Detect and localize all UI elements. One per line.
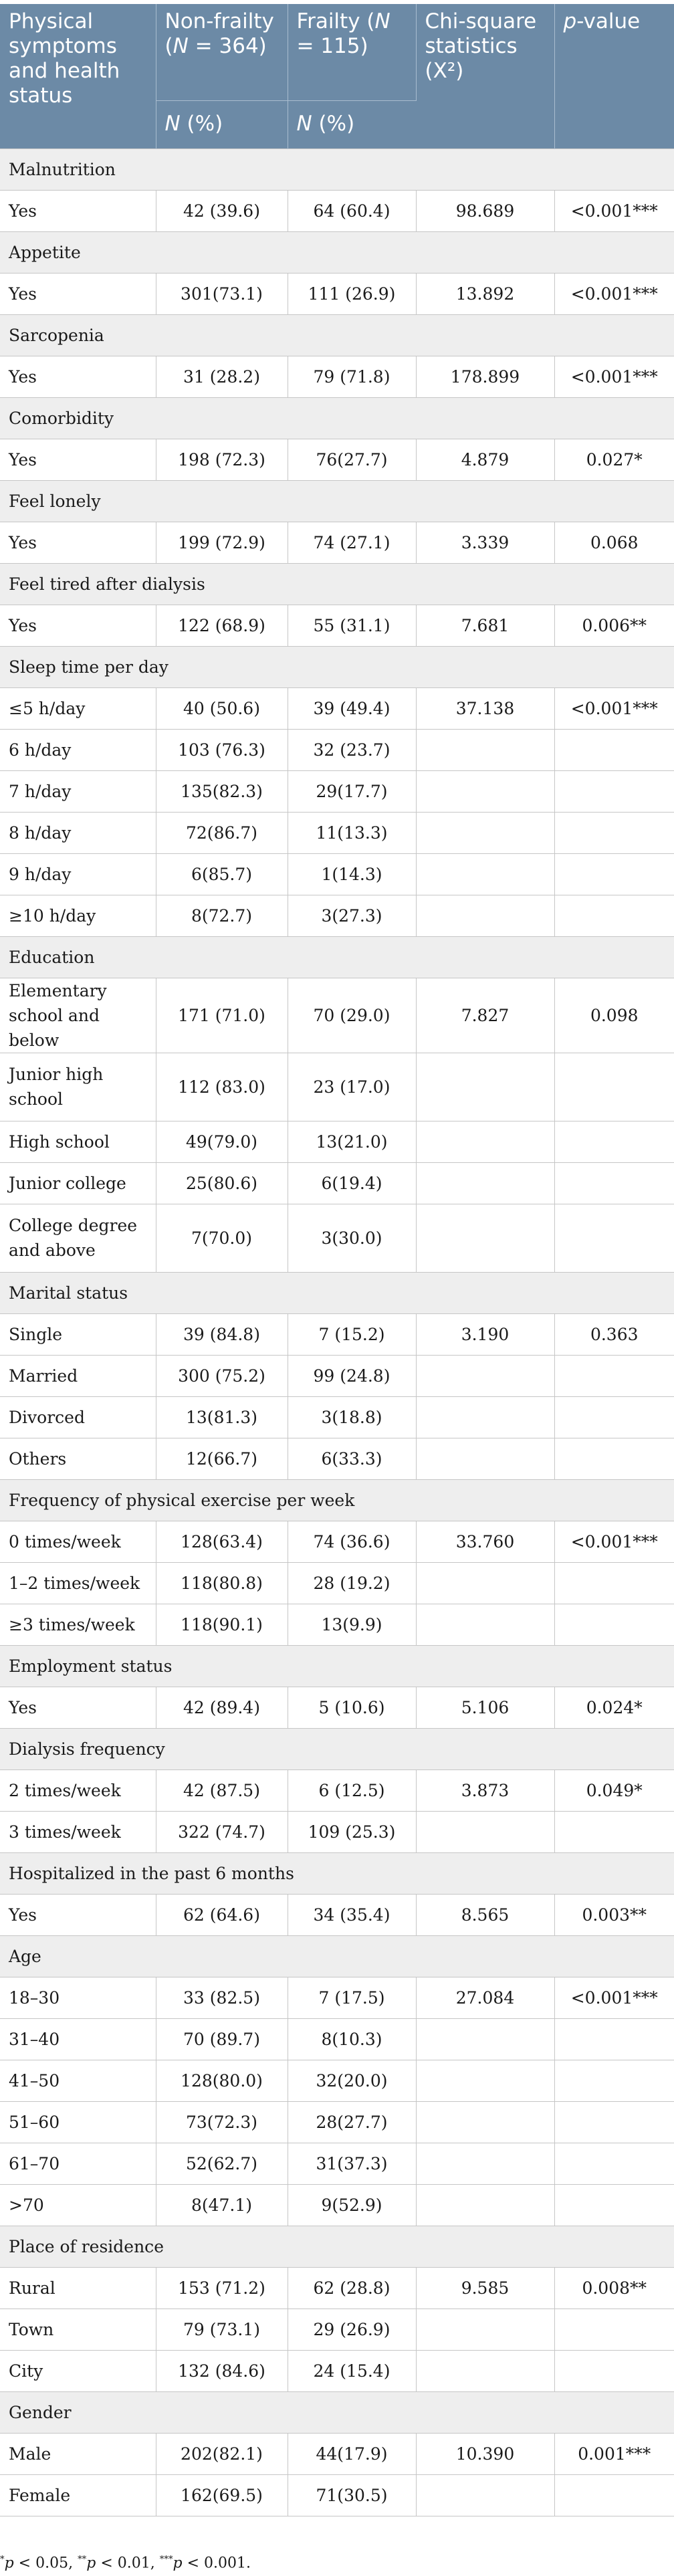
cell-frailty: 31(37.3) [288, 2143, 416, 2184]
table-row [0, 1687, 674, 1728]
cell-non-frailty: 12(66.7) [156, 1438, 288, 1479]
category-title: Marital status [0, 1272, 674, 1313]
cell-non-frailty: 52(62.7) [156, 2143, 288, 2184]
cell-frailty: 99 (24.8) [288, 1355, 416, 1396]
cell-p-value [554, 1355, 674, 1396]
category-row [0, 1645, 674, 1687]
cell-p-value [554, 1438, 674, 1479]
row-label: Male [0, 2433, 156, 2474]
table-row [0, 1204, 674, 1272]
category-row [0, 646, 674, 687]
row-label: City [0, 2350, 156, 2391]
cell-frailty: 32 (23.7) [288, 729, 416, 770]
cell-p-value [554, 729, 674, 770]
table-row [0, 522, 674, 563]
table-row [0, 1562, 674, 1604]
table-row [0, 2060, 674, 2101]
row-label: 51–60 [0, 2101, 156, 2143]
cell-p-value [554, 1121, 674, 1162]
cell-non-frailty: 202(82.1) [156, 2433, 288, 2474]
category-row [0, 2391, 674, 2433]
cell-p-value [554, 2474, 674, 2516]
row-label: 31–40 [0, 2018, 156, 2060]
cell-chi-square [416, 1562, 554, 1604]
cell-frailty: 64 (60.4) [288, 190, 416, 231]
cell-chi-square [416, 2060, 554, 2101]
cell-chi-square: 3.339 [416, 522, 554, 563]
row-label: Divorced [0, 1396, 156, 1438]
cell-chi-square: 3.873 [416, 1769, 554, 1811]
header-symptoms: Physical symptoms and health status [0, 4, 156, 148]
table-row [0, 687, 674, 729]
table-row [0, 978, 674, 1053]
category-title: Employment status [0, 1645, 674, 1687]
table-row [0, 1396, 674, 1438]
table-row [0, 2309, 674, 2350]
category-row [0, 231, 674, 273]
category-title: Place of residence [0, 2226, 674, 2267]
cell-p-value: <0.001*** [554, 273, 674, 314]
row-label: Junior high school [0, 1053, 156, 1121]
cell-frailty: 7 (17.5) [288, 1977, 416, 2018]
table-row [0, 2474, 674, 2516]
cell-frailty: 3(30.0) [288, 1204, 416, 1272]
table-row [0, 729, 674, 770]
cell-p-value: <0.001*** [554, 687, 674, 729]
table-row [0, 2350, 674, 2391]
cell-chi-square [416, 1162, 554, 1204]
table-row [0, 1121, 674, 1162]
row-label: Yes [0, 522, 156, 563]
category-title: Sleep time per day [0, 646, 674, 687]
cell-non-frailty: 128(80.0) [156, 2060, 288, 2101]
cell-frailty: 28 (19.2) [288, 1562, 416, 1604]
cell-frailty: 71(30.5) [288, 2474, 416, 2516]
table-body [0, 148, 674, 2516]
header-non-frailty-sub: N (%) [156, 100, 288, 148]
category-title: Hospitalized in the past 6 months [0, 1852, 674, 1894]
row-label: 7 h/day [0, 770, 156, 812]
header-frailty-sub: N (%) [288, 100, 416, 148]
cell-p-value: 0.006** [554, 605, 674, 646]
cell-chi-square [416, 2309, 554, 2350]
cell-p-value [554, 1604, 674, 1645]
row-label: 3 times/week [0, 1811, 156, 1852]
table-row [0, 1977, 674, 2018]
cell-frailty: 9(52.9) [288, 2184, 416, 2226]
row-label: 18–30 [0, 1977, 156, 2018]
cell-chi-square: 5.106 [416, 1687, 554, 1728]
table-row [0, 1894, 674, 1935]
cell-chi-square [416, 2018, 554, 2060]
cell-non-frailty: 62 (64.6) [156, 1894, 288, 1935]
cell-frailty: 29(17.7) [288, 770, 416, 812]
cell-p-value: 0.024* [554, 1687, 674, 1728]
category-title: Comorbidity [0, 397, 674, 439]
cell-chi-square: 3.190 [416, 1313, 554, 1355]
cell-frailty: 11(13.3) [288, 812, 416, 853]
header-chi-square: Chi-square statistics (X²) [416, 4, 554, 148]
row-label: Town [0, 2309, 156, 2350]
cell-non-frailty: 103 (76.3) [156, 729, 288, 770]
cell-chi-square [416, 2474, 554, 2516]
cell-p-value: <0.001*** [554, 1521, 674, 1562]
cell-p-value [554, 1811, 674, 1852]
cell-p-value [554, 1053, 674, 1121]
cell-chi-square [416, 1355, 554, 1396]
cell-non-frailty: 49(79.0) [156, 1121, 288, 1162]
category-title: Feel lonely [0, 480, 674, 522]
cell-chi-square [416, 729, 554, 770]
cell-frailty: 1(14.3) [288, 853, 416, 895]
category-title: Education [0, 936, 674, 978]
table-row [0, 356, 674, 397]
category-row [0, 1479, 674, 1521]
cell-non-frailty: 72(86.7) [156, 812, 288, 853]
cell-chi-square [416, 2101, 554, 2143]
row-label: Others [0, 1438, 156, 1479]
cell-non-frailty: 118(90.1) [156, 1604, 288, 1645]
cell-frailty: 3(27.3) [288, 895, 416, 936]
cell-frailty: 3(18.8) [288, 1396, 416, 1438]
cell-p-value: 0.049* [554, 1769, 674, 1811]
category-row [0, 2226, 674, 2267]
cell-chi-square: 33.760 [416, 1521, 554, 1562]
cell-p-value [554, 2309, 674, 2350]
cell-non-frailty: 42 (87.5) [156, 1769, 288, 1811]
cell-chi-square [416, 1053, 554, 1121]
cell-chi-square [416, 1438, 554, 1479]
row-label: 0 times/week [0, 1521, 156, 1562]
row-label: Single [0, 1313, 156, 1355]
category-title: Sarcopenia [0, 314, 674, 356]
cell-frailty: 55 (31.1) [288, 605, 416, 646]
cell-non-frailty: 112 (83.0) [156, 1053, 288, 1121]
table-row [0, 605, 674, 646]
cell-non-frailty: 162(69.5) [156, 2474, 288, 2516]
cell-frailty: 32(20.0) [288, 2060, 416, 2101]
category-title: Age [0, 1935, 674, 1977]
row-label: College degree and above [0, 1204, 156, 1272]
cell-chi-square: 27.084 [416, 1977, 554, 2018]
row-label: Yes [0, 439, 156, 480]
table-row [0, 895, 674, 936]
cell-p-value: 0.008** [554, 2267, 674, 2309]
category-title: Feel tired after dialysis [0, 563, 674, 605]
cell-frailty: 79 (71.8) [288, 356, 416, 397]
cell-frailty: 6(19.4) [288, 1162, 416, 1204]
table-row [0, 1811, 674, 1852]
cell-chi-square: 8.565 [416, 1894, 554, 1935]
cell-chi-square: 178.899 [416, 356, 554, 397]
header-frailty: Frailty (N = 115) [288, 4, 416, 100]
cell-non-frailty: 118(80.8) [156, 1562, 288, 1604]
cell-non-frailty: 79 (73.1) [156, 2309, 288, 2350]
cell-non-frailty: 153 (71.2) [156, 2267, 288, 2309]
row-label: Elementary school and below [0, 978, 156, 1053]
category-row [0, 1728, 674, 1769]
cell-p-value [554, 770, 674, 812]
cell-non-frailty: 70 (89.7) [156, 2018, 288, 2060]
cell-chi-square [416, 812, 554, 853]
cell-non-frailty: 322 (74.7) [156, 1811, 288, 1852]
category-row [0, 148, 674, 190]
row-label: 61–70 [0, 2143, 156, 2184]
table-row [0, 812, 674, 853]
row-label: Yes [0, 605, 156, 646]
cell-frailty: 24 (15.4) [288, 2350, 416, 2391]
cell-chi-square [416, 1121, 554, 1162]
table-row [0, 853, 674, 895]
cell-non-frailty: 31 (28.2) [156, 356, 288, 397]
cell-p-value [554, 2143, 674, 2184]
cell-chi-square [416, 2143, 554, 2184]
row-label: Female [0, 2474, 156, 2516]
category-row [0, 1935, 674, 1977]
cell-chi-square [416, 853, 554, 895]
cell-p-value: 0.027* [554, 439, 674, 480]
table-row [0, 2267, 674, 2309]
row-label: 1–2 times/week [0, 1562, 156, 1604]
table-row [0, 1769, 674, 1811]
cell-p-value: 0.003** [554, 1894, 674, 1935]
cell-p-value: 0.363 [554, 1313, 674, 1355]
row-label: 41–50 [0, 2060, 156, 2101]
table-row [0, 1604, 674, 1645]
cell-frailty: 109 (25.3) [288, 1811, 416, 1852]
row-label: 9 h/day [0, 853, 156, 895]
cell-chi-square: 13.892 [416, 273, 554, 314]
cell-chi-square: 9.585 [416, 2267, 554, 2309]
cell-frailty: 74 (27.1) [288, 522, 416, 563]
cell-p-value [554, 2101, 674, 2143]
cell-p-value: <0.001*** [554, 1977, 674, 2018]
cell-frailty: 111 (26.9) [288, 273, 416, 314]
table-header [0, 4, 674, 148]
cell-frailty: 34 (35.4) [288, 1894, 416, 1935]
table-row [0, 1355, 674, 1396]
category-title: Gender [0, 2391, 674, 2433]
row-label: 2 times/week [0, 1769, 156, 1811]
cell-chi-square [416, 2184, 554, 2226]
cell-non-frailty: 8(72.7) [156, 895, 288, 936]
row-label: Yes [0, 1894, 156, 1935]
category-title: Dialysis frequency [0, 1728, 674, 1769]
row-label: >70 [0, 2184, 156, 2226]
row-label: Yes [0, 273, 156, 314]
cell-frailty: 62 (28.8) [288, 2267, 416, 2309]
cell-non-frailty: 33 (82.5) [156, 1977, 288, 2018]
cell-p-value [554, 2060, 674, 2101]
cell-frailty: 44(17.9) [288, 2433, 416, 2474]
category-row [0, 1272, 674, 1313]
row-label: Junior college [0, 1162, 156, 1204]
table-row [0, 2433, 674, 2474]
cell-frailty: 7 (15.2) [288, 1313, 416, 1355]
cell-non-frailty: 300 (75.2) [156, 1355, 288, 1396]
cell-p-value [554, 2184, 674, 2226]
cell-p-value [554, 1162, 674, 1204]
table-row [0, 1162, 674, 1204]
cell-frailty: 28(27.7) [288, 2101, 416, 2143]
row-label: 6 h/day [0, 729, 156, 770]
cell-non-frailty: 135(82.3) [156, 770, 288, 812]
cell-chi-square: 4.879 [416, 439, 554, 480]
cell-frailty: 76(27.7) [288, 439, 416, 480]
row-label: High school [0, 1121, 156, 1162]
cell-chi-square [416, 1604, 554, 1645]
cell-p-value [554, 812, 674, 853]
row-label: Yes [0, 190, 156, 231]
cell-frailty: 39 (49.4) [288, 687, 416, 729]
cell-non-frailty: 198 (72.3) [156, 439, 288, 480]
cell-p-value [554, 2350, 674, 2391]
cell-frailty: 5 (10.6) [288, 1687, 416, 1728]
cell-p-value: 0.098 [554, 978, 674, 1053]
cell-non-frailty: 128(63.4) [156, 1521, 288, 1562]
cell-chi-square [416, 895, 554, 936]
cell-non-frailty: 40 (50.6) [156, 687, 288, 729]
cell-chi-square: 98.689 [416, 190, 554, 231]
cell-frailty: 6 (12.5) [288, 1769, 416, 1811]
row-label: Yes [0, 1687, 156, 1728]
cell-chi-square: 7.827 [416, 978, 554, 1053]
category-row [0, 563, 674, 605]
cell-non-frailty: 13(81.3) [156, 1396, 288, 1438]
table-row [0, 2143, 674, 2184]
cell-chi-square [416, 1396, 554, 1438]
table-row [0, 190, 674, 231]
cell-non-frailty: 8(47.1) [156, 2184, 288, 2226]
table-row [0, 2184, 674, 2226]
cell-p-value [554, 1562, 674, 1604]
cell-p-value: 0.068 [554, 522, 674, 563]
cell-non-frailty: 42 (89.4) [156, 1687, 288, 1728]
category-row [0, 1852, 674, 1894]
cell-non-frailty: 25(80.6) [156, 1162, 288, 1204]
row-label: ≤5 h/day [0, 687, 156, 729]
cell-frailty: 13(9.9) [288, 1604, 416, 1645]
category-row [0, 397, 674, 439]
cell-p-value [554, 1396, 674, 1438]
table-row [0, 1053, 674, 1121]
cell-chi-square: 10.390 [416, 2433, 554, 2474]
cell-non-frailty: 39 (84.8) [156, 1313, 288, 1355]
row-label: Rural [0, 2267, 156, 2309]
row-label: Yes [0, 356, 156, 397]
table-row [0, 2018, 674, 2060]
cell-frailty: 8(10.3) [288, 2018, 416, 2060]
cell-non-frailty: 42 (39.6) [156, 190, 288, 231]
cell-chi-square [416, 770, 554, 812]
cell-non-frailty: 7(70.0) [156, 1204, 288, 1272]
cell-p-value: <0.001*** [554, 356, 674, 397]
cell-p-value: <0.001*** [554, 190, 674, 231]
cell-chi-square: 37.138 [416, 687, 554, 729]
cell-frailty: 29 (26.9) [288, 2309, 416, 2350]
cell-p-value: 0.001*** [554, 2433, 674, 2474]
table-row [0, 1438, 674, 1479]
footnote: *p < 0.05, **p < 0.01, ***p < 0.001. [0, 2555, 251, 2572]
cell-chi-square [416, 2350, 554, 2391]
cell-frailty: 74 (36.6) [288, 1521, 416, 1562]
cell-frailty: 23 (17.0) [288, 1053, 416, 1121]
cell-frailty: 13(21.0) [288, 1121, 416, 1162]
cell-chi-square [416, 1811, 554, 1852]
cell-p-value [554, 853, 674, 895]
frailty-table [0, 4, 674, 2516]
header-p-value: p-value [554, 4, 674, 148]
category-title: Appetite [0, 231, 674, 273]
category-title: Frequency of physical exercise per week [0, 1479, 674, 1521]
cell-frailty: 70 (29.0) [288, 978, 416, 1053]
cell-chi-square: 7.681 [416, 605, 554, 646]
cell-chi-square [416, 1204, 554, 1272]
cell-non-frailty: 171 (71.0) [156, 978, 288, 1053]
table-row [0, 439, 674, 480]
category-title: Malnutrition [0, 148, 674, 190]
category-row [0, 480, 674, 522]
cell-non-frailty: 73(72.3) [156, 2101, 288, 2143]
row-label: ≥10 h/day [0, 895, 156, 936]
cell-non-frailty: 301(73.1) [156, 273, 288, 314]
category-row [0, 936, 674, 978]
cell-non-frailty: 199 (72.9) [156, 522, 288, 563]
cell-non-frailty: 132 (84.6) [156, 2350, 288, 2391]
cell-p-value [554, 1204, 674, 1272]
cell-non-frailty: 122 (68.9) [156, 605, 288, 646]
cell-p-value [554, 895, 674, 936]
table-row [0, 2101, 674, 2143]
table-row [0, 770, 674, 812]
table-row [0, 1313, 674, 1355]
table-row [0, 273, 674, 314]
row-label: ≥3 times/week [0, 1604, 156, 1645]
header-non-frailty: Non-frailty (N = 364) [156, 4, 288, 100]
cell-frailty: 6(33.3) [288, 1438, 416, 1479]
cell-non-frailty: 6(85.7) [156, 853, 288, 895]
row-label: 8 h/day [0, 812, 156, 853]
table-row [0, 1521, 674, 1562]
cell-p-value [554, 2018, 674, 2060]
category-row [0, 314, 674, 356]
row-label: Married [0, 1355, 156, 1396]
